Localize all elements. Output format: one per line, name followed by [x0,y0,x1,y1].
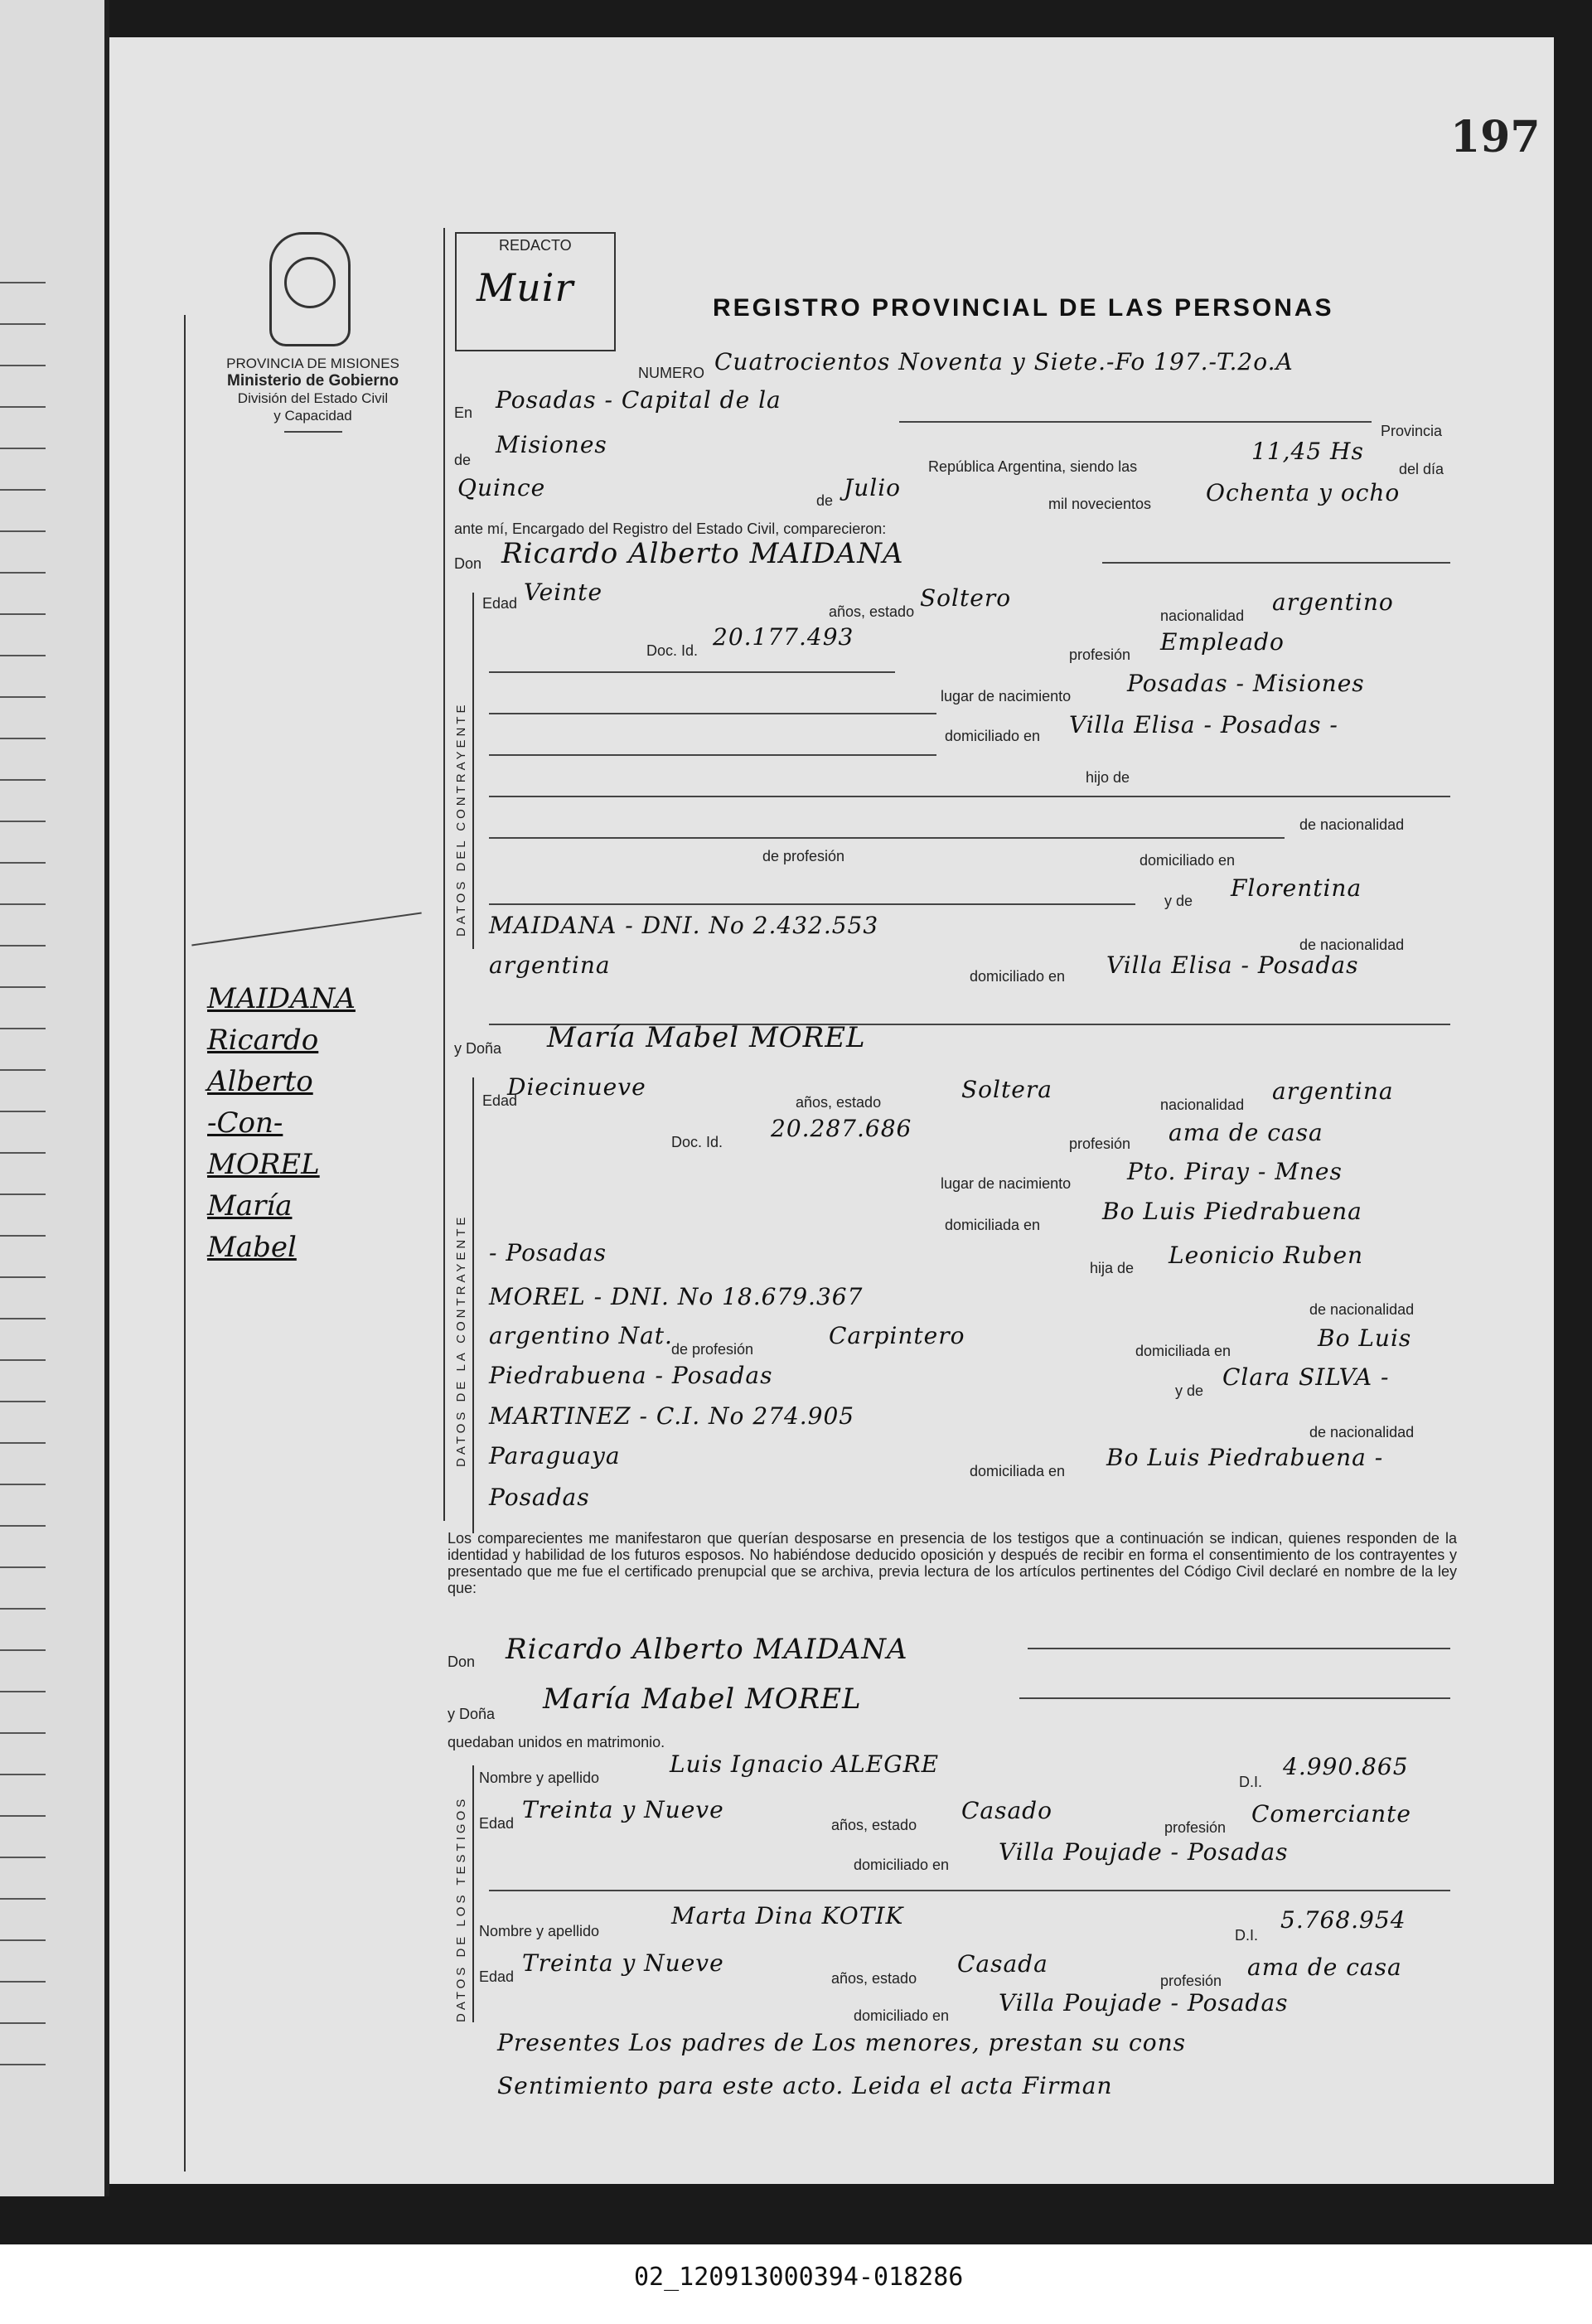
padre-id-value: MOREL - DNI. No 18.679.367 [489,1283,864,1310]
padre-prof-value: Carpintero [829,1322,965,1349]
estado-label: años, estado [831,1817,917,1833]
fill-line [1019,1697,1450,1699]
doc-value: 20.287.686 [771,1115,912,1142]
edad-value: Diecinueve [507,1073,646,1101]
dona-label: y Doña [448,1706,496,1722]
scan-footer [0,2244,1592,2324]
don-label: Don [454,555,482,572]
closing-line-1: Presentes Los padres de Los menores, prestan su cons [497,2029,1186,2056]
padre-value: Leonicio Ruben [1169,1242,1364,1269]
dia-value: Quince [457,474,546,501]
contrayente-side-label: DATOS DEL CONTRAYENTE [454,701,468,937]
de2-label: de [816,492,834,509]
domicilio-value: Bo Luis Piedrabuena [1102,1198,1362,1225]
de-value: Misiones [496,431,607,458]
madre-dom-value: Bo Luis Piedrabuena - [1106,1444,1384,1471]
lugar-label: lugar de nacimiento [941,688,1072,704]
don-label: Don [448,1653,476,1670]
nacionalidad-label: nacionalidad [1160,608,1245,624]
estado-label: años, estado [829,603,915,620]
madre-id-value: MAIDANA - DNI. No 2.432.553 [489,912,879,939]
edad-label: Edad [482,1092,518,1109]
testigo2-profesion: ama de casa [1247,1954,1402,1981]
hijo-label: hijo de [1086,769,1130,786]
madre-dom-value: Villa Elisa - Posadas [1106,951,1359,979]
testigo2-estado: Casada [957,1950,1048,1978]
fill-line [489,1890,1450,1891]
padre-dom-value: Bo Luis [1318,1324,1412,1352]
testigo1-di: 4.990.865 [1283,1753,1409,1780]
de-nacionalidad-label: de nacionalidad [1299,816,1405,833]
madre-dom-label: domiciliado en [970,968,1066,985]
profesion-value: ama de casa [1169,1119,1323,1146]
fill-line [489,713,936,714]
form-left-rule [443,228,445,1521]
lugar-value: Pto. Piray - Mnes [1127,1158,1343,1185]
testigo2-nombre: Marta Dina KOTIK [671,1902,904,1929]
testigo1-nombre: Luis Ignacio ALEGRE [670,1750,940,1778]
doc-value: 20.177.493 [713,623,854,651]
profesion-label: profesión [1160,1973,1222,1989]
margin-name: MAIDANA [207,982,356,1015]
fill-line [1028,1648,1450,1649]
republica-label: República Argentina, siendo las [928,458,1138,475]
margin-name: Ricardo [207,1024,319,1057]
y-de-label: y de [1175,1382,1204,1399]
lugar-label: lugar de nacimiento [941,1175,1072,1192]
mes-value: Julio [844,474,902,501]
declaration-text: Los comparecientes me manifestaron que querían desposarse en presencia de los testigos que a continuación se indican, quienes responden de la identidad y habilidad de los futuros esposos. No habiéndose deducido oposición y después de recibir en forma el consentimiento de los contrayentes y presentado que me fue el certificado prenupcial que se archiva, previa lectura de los artículos pertinentes del Código Civil declaré en nombre de la ley que: [448,1530,1457,1596]
hora-value: 11,45 Hs [1251,438,1364,465]
stamp-signature: Muir [477,265,574,310]
profesion-label: profesión [1164,1819,1227,1836]
domiciliado-en-label: domiciliado en [1140,852,1236,869]
doc-label: Doc. Id. [671,1134,723,1150]
madre-id-value: MARTINEZ - C.I. No 274.905 [489,1402,855,1430]
page-number: 197 [1450,112,1541,162]
dona-label: y Doña [454,1040,502,1057]
scan-id: 02_120913000394-018286 [634,2263,964,2292]
madre-value: Florentina [1231,874,1362,902]
margin-name: Mabel [207,1231,297,1264]
margin-name: María [207,1189,293,1223]
madre-dom-label: domiciliada en [970,1463,1066,1479]
dona-value: María Mabel MOREL [547,1021,866,1054]
don-value: Ricardo Alberto MAIDANA [501,537,904,570]
testigos-side-label: DATOS DE LOS TESTIGOS [454,1795,468,2022]
y-de-label: y de [1164,893,1193,909]
madre-nac-value: Paraguaya [489,1442,621,1469]
contrayente-rule [472,593,474,949]
estado-value: Soltero [920,584,1012,612]
fill-line [489,903,1135,905]
margin-name: -Con- [207,1106,283,1140]
margin-name: MOREL [207,1148,320,1181]
testigo2-di: 5.768.954 [1280,1906,1406,1934]
numero-label: NUMERO [638,365,704,381]
testigo1-estado: Casado [961,1797,1052,1824]
de-profesion-label: de profesión [671,1341,754,1358]
de-label: de [454,452,472,468]
fill-line [489,837,1285,839]
madre-dom2-value: Posadas [489,1484,590,1511]
madre-value: Clara SILVA - [1222,1363,1390,1391]
madre-nac-label: de nacionalidad [1299,937,1405,953]
mil-label: mil novecientos [1048,496,1152,512]
doc-label: Doc. Id. [646,642,699,659]
domicilio-label: domiciliado en [945,728,1041,744]
testigo1-edad: Treinta y Nueve [522,1796,724,1823]
nacionalidad-value: argentina [1272,1077,1394,1105]
domicilio-label: domiciliado en [854,2007,950,2024]
profesion-label: profesión [1069,1135,1131,1152]
quedaban-text: quedaban unidos en matrimonio. [448,1734,665,1750]
nombre-label: Nombre y apellido [479,1923,600,1939]
testigo1-profesion: Comerciante [1251,1800,1411,1828]
estado-label: años, estado [796,1094,882,1111]
edad-label: Edad [479,1968,515,1985]
padre-nac-value: argentino Nat. [489,1322,673,1349]
en-label: En [454,404,473,421]
nombre-label: Nombre y apellido [479,1770,600,1786]
document-title: REGISTRO PROVINCIAL DE LAS PERSONAS [713,294,1334,322]
margin-rule [184,315,186,2171]
provincia-label: Provincia [1381,423,1443,439]
fill-line [899,421,1372,423]
testigos-rule [472,1765,474,2022]
anio-value: Ochenta y ocho [1206,479,1401,506]
fill-line [1102,562,1450,564]
del-dia-label: del día [1399,461,1444,477]
contrayenta-rule [472,1077,474,1533]
binding-strip [0,0,108,2196]
di-label: D.I. [1239,1774,1263,1790]
issuing-authority: PROVINCIA DE MISIONES Ministerio de Gobierno División del Estado Civil y Capacidad [186,355,439,433]
testigo2-edad: Treinta y Nueve [522,1949,724,1977]
madre-nac-value: argentina [489,951,611,979]
di-label: D.I. [1235,1927,1259,1944]
fill-line [489,671,895,673]
de-nacionalidad-label: de nacionalidad [1309,1301,1415,1318]
ante-label: ante mí, Encargado del Registro del Estado Civil, comparecieron: [454,520,887,537]
fill-line [489,796,1450,797]
edad-value: Veinte [524,579,603,606]
domicilio-label: domiciliado en [854,1857,950,1873]
edad-label: Edad [479,1815,515,1832]
domicilio-label: domiciliada en [945,1217,1041,1233]
hija-label: hija de [1090,1260,1135,1276]
seal-emblem-icon [284,257,336,308]
testigo1-domicilio: Villa Poujade - Posadas [999,1838,1289,1866]
numero-value: Cuatrocientos Noventa y Siete.-Fo 197.-T.2o.A [714,348,1294,375]
stamp-label: REDACTO [499,237,572,254]
en-value: Posadas - Capital de la [496,386,781,414]
book-spine [104,0,109,2196]
de-profesion-label: de profesión [762,848,845,864]
estado-label: años, estado [831,1970,917,1987]
closing-line-2: Sentimiento para este acto. Leida el acta Firman [497,2072,1113,2099]
profesion-value: Empleado [1160,628,1285,656]
domiciliada-en-label: domiciliada en [1135,1343,1232,1359]
contrayenta-side-label: DATOS DE LA CONTRAYENTE [454,1213,468,1467]
dona-value: María Mabel MOREL [543,1682,862,1716]
padre-dom2-value: Piedrabuena - Posadas [489,1362,773,1389]
domicilio2-value: - Posadas [489,1239,607,1266]
nacionalidad-value: argentino [1272,588,1394,616]
fill-line [489,754,936,756]
nacionalidad-label: nacionalidad [1160,1097,1245,1113]
testigo2-domicilio: Villa Poujade - Posadas [999,1989,1289,2017]
edad-label: Edad [482,595,518,612]
don-value: Ricardo Alberto MAIDANA [506,1633,908,1666]
madre-nac-label: de nacionalidad [1309,1424,1415,1440]
lugar-value: Posadas - Misiones [1127,670,1365,697]
domicilio-value: Villa Elisa - Posadas - [1069,711,1338,738]
margin-name: Alberto [207,1065,313,1098]
profesion-label: profesión [1069,646,1131,663]
estado-value: Soltera [961,1076,1052,1103]
